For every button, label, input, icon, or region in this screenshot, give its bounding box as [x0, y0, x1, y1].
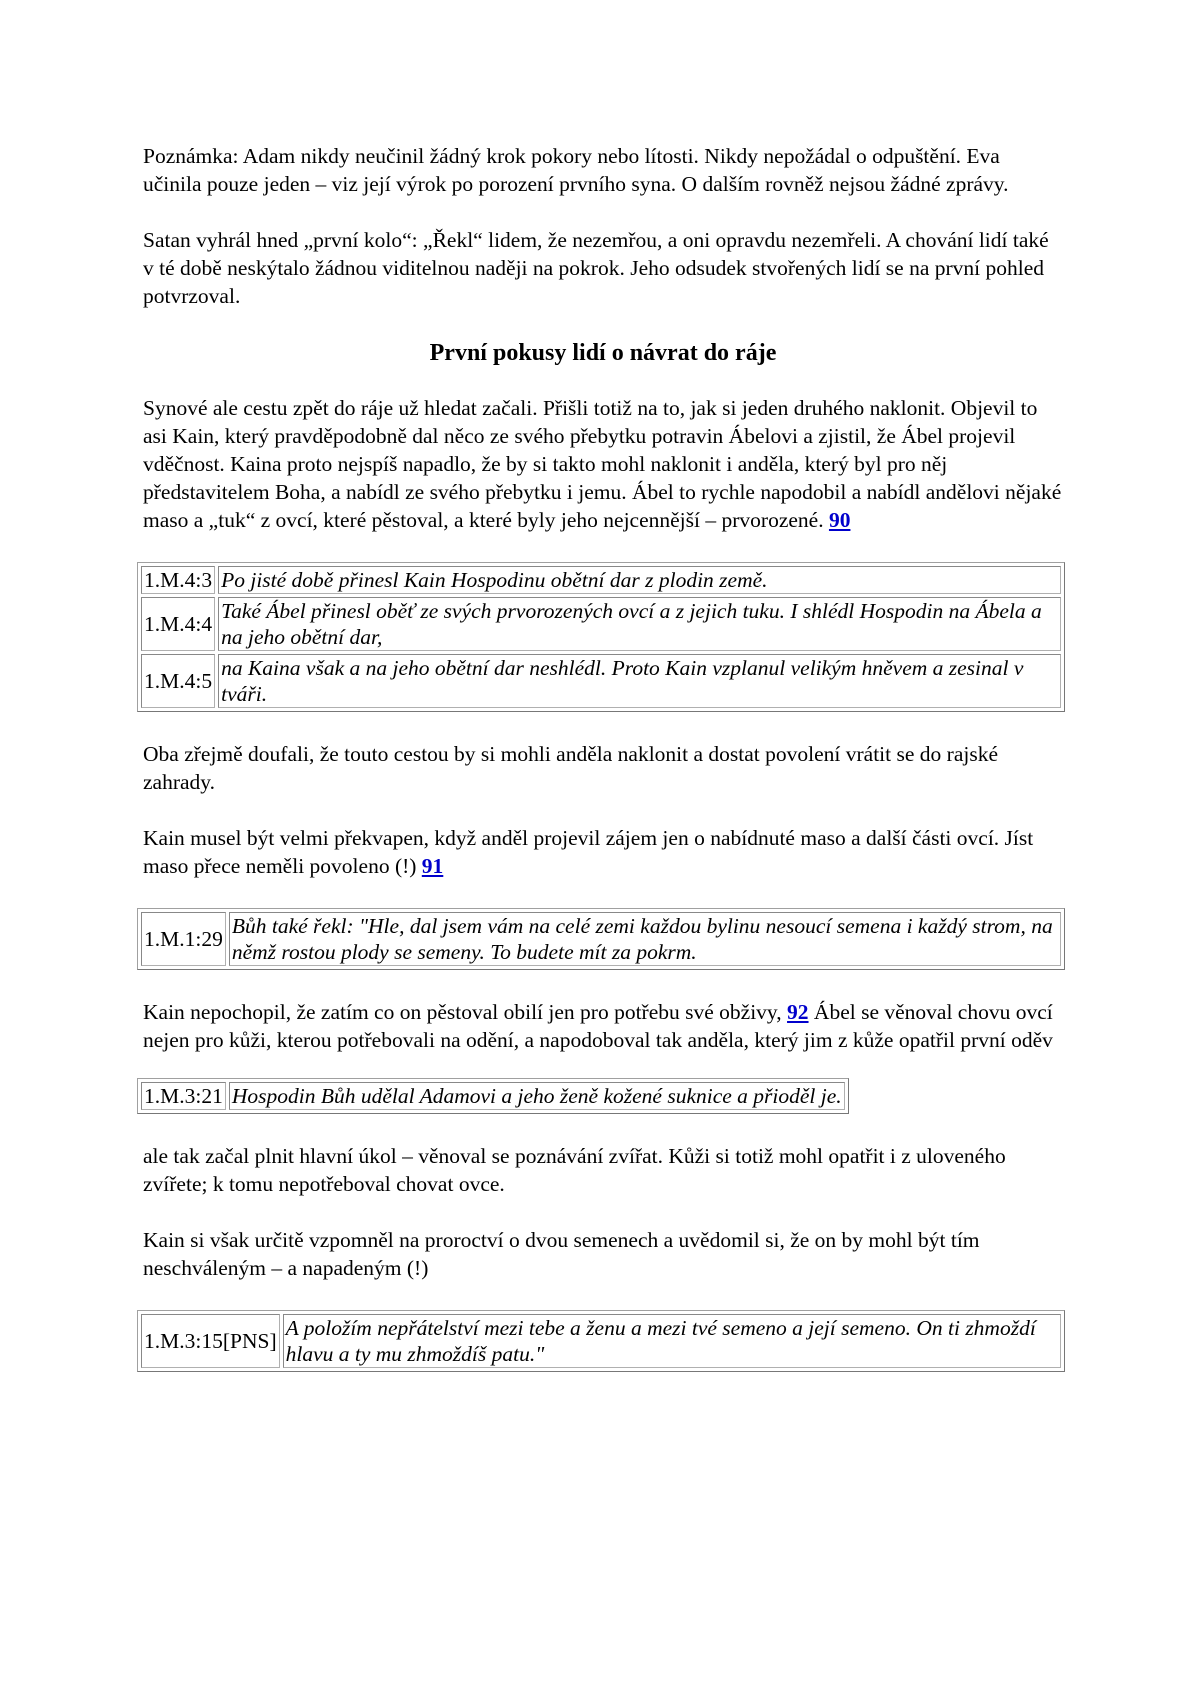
surprise-paragraph: Kain musel být velmi překvapen, když anděl projevil zájem jen o nabídnuté maso a další části ovcí. Jíst maso přece neměli povoleno (!) 91	[143, 826, 1034, 878]
verse-reference: 1.M.3:21	[141, 1082, 226, 1110]
verse-table-genesis-4	[137, 562, 1065, 712]
verse-row	[141, 654, 1061, 708]
verse-text: Bůh také řekl: "Hle, dal jsem vám na celé zemi každou bylinu nesoucí semena i každý strom, na němž rostou plody se semeny. To budete mít za pokrm.	[229, 912, 1061, 966]
section-heading: První pokusy lidí o návrat do ráje	[429, 340, 777, 366]
footnote-link-90[interactable]: 90	[828, 508, 851, 532]
verse-row	[141, 597, 1061, 651]
verse-reference: 1.M.4:4	[141, 597, 215, 651]
verse-table-genesis-1-29	[137, 908, 1065, 970]
footnote-link-92[interactable]: 92	[787, 1000, 809, 1024]
verse-reference: 1.M.4:5	[141, 654, 215, 708]
verse-table-genesis-3-21	[137, 1078, 849, 1114]
verse-row	[141, 912, 1061, 966]
sons-paragraph: Synové ale cestu zpět do ráje už hledat začali. Přišli totiž na to, jak si jeden druhého naklonit. Objevil to asi Kain, který pravděpodobně dal něco ze svého přebytku potravin Ábelovi a zjistil, že Ábel projevil vděčnost. Kaina proto nejspíš napadlo, že by si takto mohl naklonit i anděla, který byl pro něj představitelem Boha, a nabídl ze svého přebytku i jemu. Ábel to rychle napodobil a nabídl andělovi nějaké maso a „tuk“ z ovcí, které pěstoval, a které byly jeho nejcennější – prvorozené. 90	[143, 396, 1062, 532]
satan-paragraph: Satan vyhrál hned „první kolo“: „Řekl“ lidem, že nezemřou, a oni opravdu nezemřeli. A chování lidí také v té době neskýtalo žádnou viditelnou naději na pokrok. Jeho odsudek stvořených lidí se na první pohled potvrzoval.	[143, 228, 1049, 308]
verse-text: Hospodin Bůh udělal Adamovi a jeho ženě kožené suknice a přioděl je.	[229, 1082, 845, 1110]
verse-text: Po jisté době přinesl Kain Hospodinu obětní dar z plodin země.	[218, 566, 1061, 594]
prophecy-paragraph: Kain si však určitě vzpomněl na proroctví o dvou semenech a uvědomil si, že on by mohl být tím neschváleným – a napadeným (!)	[143, 1228, 980, 1280]
verse-text: A položím nepřátelství mezi tebe a ženu a mezi tvé semeno a její semeno. On ti zhmoždí hlavu a ty mu zhmoždíš patu."	[283, 1314, 1061, 1368]
verse-reference: 1.M.4:3	[141, 566, 215, 594]
verse-row	[141, 1314, 1061, 1368]
verse-reference: 1.M.3:15[PNS]	[141, 1314, 280, 1368]
hope-paragraph: Oba zřejmě doufali, že touto cestou by si mohli anděla naklonit a dostat povolení vrátit se do rajské zahrady.	[143, 742, 998, 794]
verse-table-genesis-3-15	[137, 1310, 1065, 1372]
kain-paragraph: Kain nepochopil, že zatím co on pěstoval obilí jen pro potřebu své obživy, 92 Ábel se věnoval chovu ovcí nejen pro kůži, kterou potřebovali na odění, a napodoboval tak anděla, který jim z kůže opatřil první oděv	[143, 1000, 1053, 1052]
footnote-link-91[interactable]: 91	[421, 854, 444, 878]
verse-text: Také Ábel přinesl oběť ze svých prvorozených ovcí a z jejich tuku. I shlédl Hospodin na Ábela a na jeho obětní dar,	[218, 597, 1061, 651]
verse-row	[141, 1082, 845, 1110]
note-paragraph: Poznámka: Adam nikdy neučinil žádný krok pokory nebo lítosti. Nikdy nepožádal o odpuštění. Eva učinila pouze jeden – viz její výrok po porození prvního syna. O dalším rovněž nejsou žádné zprávy.	[143, 144, 1009, 196]
document-page	[143, 142, 1063, 1400]
task-paragraph: ale tak začal plnit hlavní úkol – věnoval se poznávání zvířat. Kůži si totiž mohl opatřit i z uloveného zvířete; k tomu nepotřeboval chovat ovce.	[143, 1144, 1006, 1196]
verse-text: na Kaina však a na jeho obětní dar neshlédl. Proto Kain vzplanul velikým hněvem a zesinal v tváři.	[218, 654, 1061, 708]
verse-reference: 1.M.1:29	[141, 912, 226, 966]
verse-row	[141, 566, 1061, 594]
